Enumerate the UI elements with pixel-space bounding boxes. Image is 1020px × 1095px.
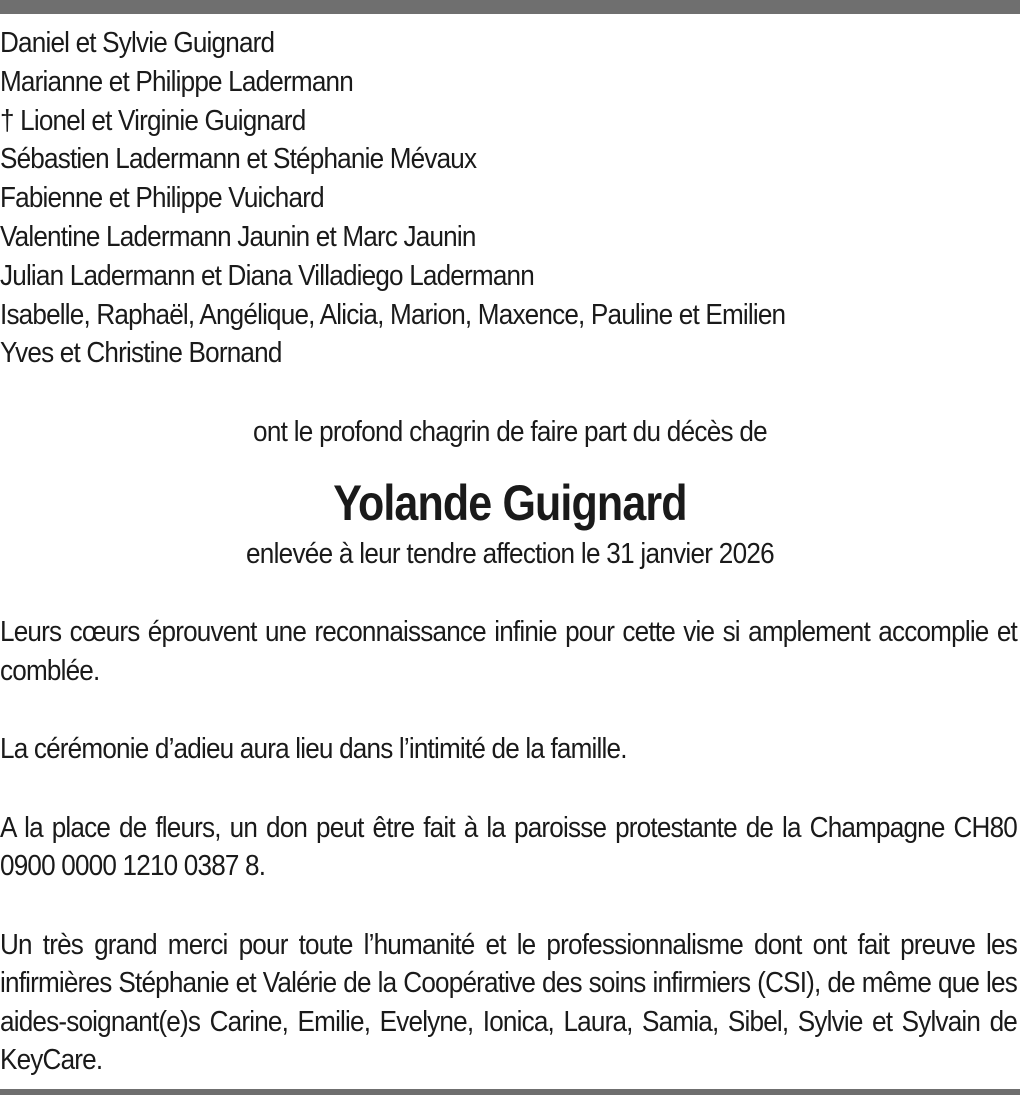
family-member: Julian Ladermann et Diana Villadiego Ladermann	[0, 259, 534, 292]
ceremony-paragraph: La cérémonie d’adieu aura lieu dans l’intimité de la famille.	[0, 733, 627, 766]
family-member: Valentine Ladermann Jaunin et Marc Jaunin	[0, 220, 476, 253]
top-rule	[0, 0, 1020, 14]
family-member: Sébastien Ladermann et Stéphanie Mévaux	[0, 143, 477, 176]
family-member: Yves et Christine Bornand	[0, 337, 282, 370]
family-list	[0, 24, 1020, 373]
family-member: Isabelle, Raphaël, Angélique, Alicia, Marion, Maxence, Pauline et Emilien	[0, 298, 786, 331]
family-member: Daniel et Sylvie Guignard	[0, 27, 275, 59]
gratitude-paragraph: Leurs cœurs éprouvent une reconnaissance infinie pour cette vie si amplement accomplie et comblée.	[0, 616, 1017, 687]
deceased-name: Yolande Guignard	[333, 475, 687, 532]
family-member: † Lionel et Virginie Guignard	[0, 104, 306, 137]
passing-date-line: enlevée à leur tendre affection le 31 janvier 2026	[246, 538, 774, 571]
announcement-intro: ont le profond chagrin de faire part du décès de	[253, 416, 767, 449]
obituary-notice	[0, 24, 1020, 1080]
family-member: Fabienne et Philippe Vuichard	[0, 182, 324, 215]
family-member: Marianne et Philippe Ladermann	[0, 65, 353, 98]
thanks-paragraph: Un très grand merci pour toute l’humanité et le professionnalisme dont ont fait preuve les infirmières Stéphanie et Valérie de la Coopérative des soins infirmiers (CSI), de même que les aides-soignant(e)s Carine, Emilie, Evelyne, Ionica, Laura, Samia, Sibel, Sylvie et Sylvain de KeyCare.	[0, 928, 1017, 1077]
bottom-rule	[0, 1089, 1020, 1095]
donation-paragraph: A la place de fleurs, un don peut être fait à la paroisse protestante de la Champagne CH80 0900 0000 1210 0387 8.	[0, 811, 1017, 883]
